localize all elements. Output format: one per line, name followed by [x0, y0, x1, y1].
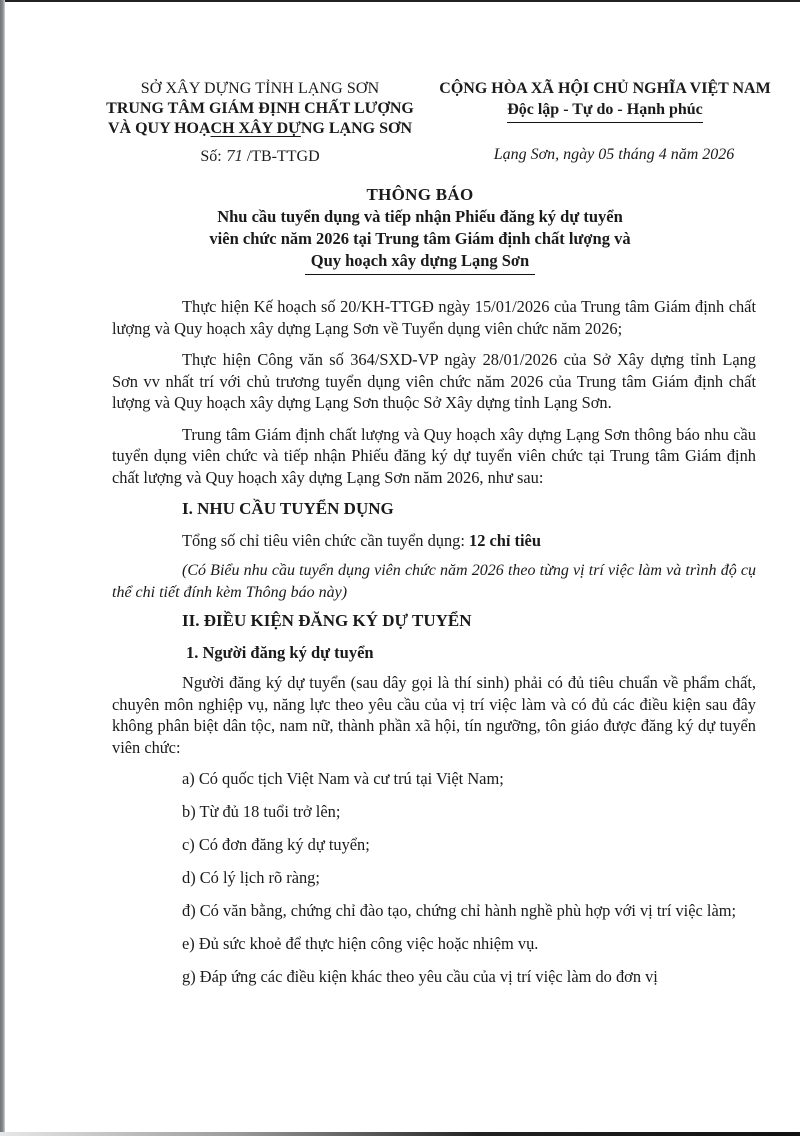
subject-line-3: Quy hoạch xây dựng Lạng Sơn: [305, 250, 536, 275]
attachment-note: (Có Biểu nhu cầu tuyển dụng viên chức năm 2026 theo từng vị trí việc làm và trình độ cụ thể chi tiết đính kèm Thông báo này): [112, 562, 756, 601]
place-and-date: Lạng Sơn, ngày 05 tháng 4 năm 2026: [493, 146, 735, 163]
org-name-line2-pre: VÀ QUY HOẠ: [108, 120, 211, 137]
condition-item: g) Đáp ứng các điều kiện khác theo yêu cầu của vị trí việc làm do đơn vị: [182, 967, 658, 986]
condition-item: c) Có đơn đăng ký dự tuyển;: [182, 835, 370, 854]
document-body: [112, 296, 756, 999]
total-quota: [112, 530, 756, 552]
document-title-block: [130, 184, 710, 275]
org-name-line1: TRUNG TÂM GIÁM ĐỊNH CHẤT LƯỢNG: [106, 100, 414, 117]
applicant-requirements-intro: Người đăng ký dự tuyển (sau dây gọi là thí sinh) phải có đủ tiêu chuẩn về phẩm chất, chuyên môn nghiệp vụ, năng lực theo yêu cầu của vị trí việc làm và có đủ các điều kiện sau đây không phân biệt dân tộc, nam nữ, thành phần xã hội, tín ngưỡng, tôn giáo được đăng ký dự tuyển viên chức:: [112, 673, 756, 757]
condition-item: b) Từ đủ 18 tuổi trở lên;: [182, 802, 341, 821]
paragraph-basis-letter: Thực hiện Công văn số 364/SXD-VP ngày 28/01/2026 của Sở Xây dựng tỉnh Lạng Sơn vv nhất trí với chủ trương tuyển dụng viên chức năm 2026 của Trung tâm Giám định chất lượng và Quy hoạch xây dựng Lạng Sơn thuộc Sở Xây dựng tỉnh Lạng Sơn.: [112, 350, 756, 412]
org-name-line2: [92, 119, 428, 139]
subsection-1-heading: 1. Người đăng ký dự tuyển: [186, 643, 374, 662]
section-2-heading: II. ĐIỀU KIỆN ĐĂNG KÝ DỰ TUYỂN: [182, 611, 472, 630]
total-quota-label: Tổng số chỉ tiêu viên chức cần tuyển dụng:: [182, 531, 469, 550]
subject-line-1: Nhu cầu tuyển dụng và tiếp nhận Phiếu đăng ký dự tuyển: [217, 207, 623, 226]
condition-item: d) Có lý lịch rõ ràng;: [182, 868, 320, 887]
paragraph-basis-plan: Thực hiện Kế hoạch số 20/KH-TTGĐ ngày 15/01/2026 của Trung tâm Giám định chất lượng và Quy hoạch xây dựng Lạng Sơn về Tuyển dụng viên chức năm 2026;: [112, 297, 756, 338]
doc-number-suffix: /TB-TTGD: [246, 148, 320, 165]
national-motto: Độc lập - Tự do - Hạnh phúc: [507, 99, 703, 123]
national-title: CỘNG HÒA XÃ HỘI CHỦ NGHĨA VIỆT NAM: [439, 80, 771, 97]
document-number: [92, 145, 428, 168]
document-kind: THÔNG BÁO: [366, 185, 474, 204]
paragraph-announcement: Trung tâm Giám định chất lượng và Quy hoạch xây dựng Lạng Sơn thông báo nhu cầu tuyển dụng viên chức và tiếp nhận Phiếu đăng ký dự tuyển viên chức tại Trung tâm Giám định chất lượng và Quy hoạch xây dựng Lạng Sơn năm 2026, như sau:: [112, 424, 756, 487]
total-quota-value: 12 chỉ tiêu: [469, 531, 541, 550]
national-header-block: [425, 79, 785, 165]
doc-number-handwritten: 71: [225, 147, 243, 165]
issuing-agency-block: [92, 79, 428, 168]
condition-item: e) Đủ sức khoẻ để thực hiện công việc hoặc nhiệm vụ.: [182, 934, 539, 953]
scan-edge-bottom: [0, 1132, 800, 1136]
org-name-line2-post: NG LẠNG SƠN: [300, 120, 412, 137]
subject-line-2: viên chức năm 2026 tại Trung tâm Giám định chất lượng và: [209, 229, 631, 248]
condition-item: a) Có quốc tịch Việt Nam và cư trú tại Việt Nam;: [182, 769, 504, 788]
section-1-heading: I. NHU CẦU TUYỂN DỤNG: [182, 499, 394, 518]
parent-agency: SỞ XÂY DỰNG TỈNH LẠNG SƠN: [140, 80, 380, 97]
condition-item: đ) Có văn bằng, chứng chỉ đào tạo, chứng chỉ hành nghề phù hợp với vị trí việc làm;: [182, 901, 737, 920]
org-name-line2-underlined: CH XÂY DỰ: [210, 120, 301, 137]
doc-number-label: Số:: [200, 148, 222, 165]
